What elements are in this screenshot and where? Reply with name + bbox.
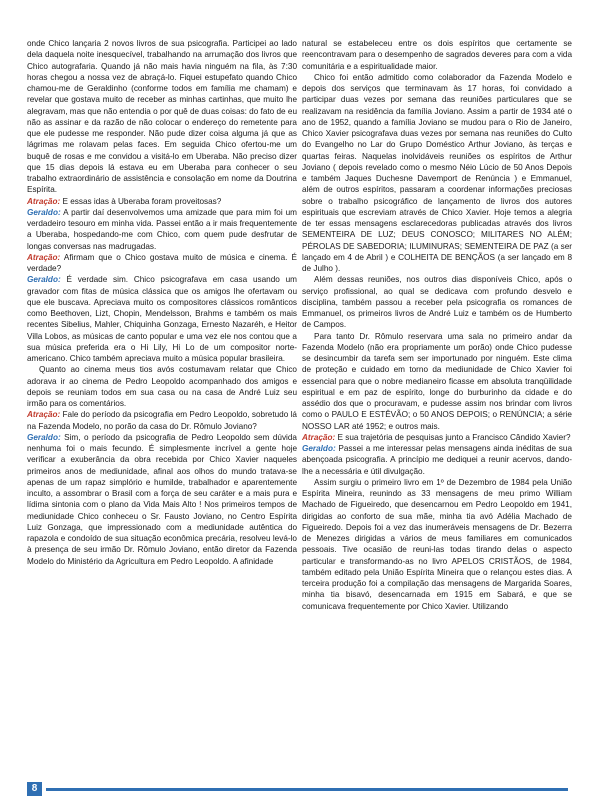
paragraph: natural se estabeleceu entre os dois espíritos que certamente se reencontravam para o desempenho de sagrados deveres para com a vida comunitária e a espiritualidade maior. — [302, 39, 572, 71]
question-text: Fale do período da psicografia em Pedro Leopoldo, sobretudo lá na Fazenda Modelo, no porão da casa do Dr. Rômulo Joviano? — [27, 410, 297, 431]
answer-text: Passei a me interessar pelas mensagens ainda inéditas de sua abençoada psicografia. A princípio me dediquei a reunir acervos, dando-lhe a necessária e útil divulgação. — [302, 444, 572, 476]
paragraph: onde Chico lançaria 2 novos livros de sua psicografia. Participei ao lado dela daquela noite inesquecível, trabalhando na arrumação dos livros que Chico autografaria. Quando já não mais havia ninguém na fila, às 7:30 horas chegou a nossa vez de abraçá-lo. Fiquei estupefato quando Chico chamou-me de Geraldinho (conforme todos em família me chamam) e revelar que gostava muito de receber as minhas cartinhas, que muito lhe alegravam, mas que não entendia o por quê de duas coisas: do fato de eu não as assinar e da razão de não colocar o endereço do remetente para que ele pudesse me responder. Não pude dizer coisa alguma já que as lágrimas me rolavam pelas faces. Em seguida Chico ofertou-me um buquê de rosas e me convidou a visitá-lo em Uberaba. Não preciso dizer que 15 dias depois lá estava eu em Uberaba para conhecer o seu trabalho extraordinário de assistência e consolação em nome da Doutrina Espírita. — [27, 39, 297, 195]
interview-answer — [27, 207, 297, 252]
speaker-geraldo: Geraldo: — [27, 432, 61, 442]
page-number: 8 — [27, 782, 42, 796]
interview-answer — [27, 274, 297, 364]
answer-text: Sim, o período da psicografia de Pedro Leopoldo sem dúvida nenhuma foi o mais fecundo. É simplesmente incrível a gente hoje verificar a exuberância da obra recebida por Chico Xavier naqueles primeiros anos de mediunidade, afinal aos olhos do mundo tratava-se apenas de um rapaz simplório e humilde, trabalhador e aparentemente inculto, a assombrar o Brasil com a força de seu caráter e a mais pura e lídima sintonia com o plano da Vida Mais Alto ! Nos primeiros tempos de mediunidade Chico conheceu o Sr. Fausto Joviano, no Centro Espírita Luiz Gonzaga, que impressionado com a mediunidade autêntica do rapazola e condoído de sua situação econômica precária, resolveu levá-lo à presença de seu irmão Dr. Rômulo Joviano, então diretor da Fazenda Modelo do Ministério da Agricultura em Pedro Leopoldo. A afinidade — [27, 432, 297, 566]
left-column — [27, 38, 297, 567]
question-text: Afirmam que o Chico gostava muito de música e cinema. É verdade? — [27, 252, 297, 273]
question-text: E essas idas à Uberaba foram proveitosas? — [62, 196, 222, 206]
speaker-atracao: Atração: — [27, 196, 61, 206]
interview-answer — [302, 443, 572, 477]
question-text: E sua trajetória de pesquisas junto a Francisco Cândido Xavier? — [337, 432, 571, 442]
paragraph: Chico foi então admitido como colaborador da Fazenda Modelo e depois dos serviços que terminavam às 17 horas, foi convidado a participar duas vezes por semana das reuniões particulares que se realizavam na residência da família Joviano. Assim a partir de 1934 até o ano de 1952, quando a família Joviano se mudou para o Rio de Janeiro, Chico Xavier psicografava duas vezes por semana nas reuniões do Culto do Evangelho no Lar do Grupo Doméstico Arthur Joviano, às terças e quartas feiras. Naquelas inolvidáveis reuniões os espíritos de Arthur Joviano ( depois revelado como o mesmo Néio Lúcio de 50 Anos Depois e também Jaques Duchesne Davemport de Renúncia ) e Emmanuel, além de outros espíritos, passaram a coordenar informações preciosas sobre o trabalho psicográfico de lançamento de livros dos autores espirituais que escreviam através de Chico Xavier. Hoje temos a alegria de ter essas mensagens esclarecedoras publicadas através dos livros SEMENTEIRA DE LUZ; DEUS CONOSCO; MILITARES NO ALÉM; PÉROLAS DE SABEDORIA; ILUMINURAS; SEMENTEIRA DE PAZ (a ser lançado em 4 de Abril ) e COLHEITA DE BENÇÃOS (a ser lançado em 8 de Julho ). — [302, 72, 572, 273]
right-column — [302, 38, 572, 612]
speaker-atracao: Atração: — [27, 410, 61, 420]
speaker-geraldo: Geraldo: — [27, 275, 61, 285]
paragraph: Assim surgiu o primeiro livro em 1º de Dezembro de 1984 pela União Espírita Mineira, reunindo as 33 mensagens de meu primo William Machado de Figueiredo, que desencarnou em Pedro Leopoldo em 1941, dirigidas ao conforto de sua mãe, minha tia avó Adélia Machado de Figueiredo. Depois foi a vez das inumeráveis mensagens de Dr. Bezerra de Menezes dirigidas a vários de meus familiares em comunicados pessoais. Tive ocasião de reuni-las todas tirando delas o aspecto particular e transformando-as no livro APELOS CRISTÃOS, de 1984, também editado pela União Espírita Mineira que o relançou estes dias. A terceira produção foi a compilação das mensagens de Margarida Soares, minha tia bisavó, desencarnada em 1915 em Sabará, e que se comunicava frequentemente por Chico Xavier. Utilizando — [302, 477, 572, 611]
speaker-atracao: Atração: — [302, 432, 336, 442]
speaker-atracao: Atração: — [27, 252, 61, 262]
interview-question — [27, 409, 297, 432]
speaker-geraldo: Geraldo: — [27, 207, 61, 217]
interview-question — [302, 432, 572, 443]
paragraph: Além dessas reuniões, nos outros dias disponíveis Chico, após o serviço profissional, ao qual se dedicava com profundo desvelo e disciplina, também passou a receber pela psicografia os romances de Emmanuel, os primeiros livros de André Luiz e também os de Humberto de Campos. — [302, 275, 572, 330]
interview-question — [27, 196, 297, 207]
paragraph: Quanto ao cinema meus tios avós costumavam relatar que Chico adorava ir ao cinema de Pedro Leopoldo acompanhado dos amigos e depois se reuniam todos em sua casa ou na casa de André Luiz seu irmão para os comentários. — [27, 365, 297, 408]
speaker-geraldo: Geraldo: — [302, 444, 336, 453]
answer-text: A partir daí desenvolvemos uma amizade que para mim foi um verdadeiro tesouro em minha vida. Passei então a ir mais frequentemente a Uberaba, hospedando-me com Chico, com quem pude desfrutar de longas conversas nas madrugadas. — [27, 207, 297, 251]
paragraph: Para tanto Dr. Rômulo reservara uma sala no primeiro andar da Fazenda Modelo (não era propriamente um porão) onde Chico pudesse se desincumbir da tarefa sem ser importunado por ninguém. Este clima de proteção e cuidado em torno da mediunidade de Chico Xavier foi essencial para que o nobre medianeiro ficasse em absoluta tranqüilidade espiritual e em paz de espírito, longe do burburinho da cidade e do assédio dos que o procuravam, e pudesse assim nos brindar com livros como o PAULO E ESTÊVÃO; o 50 ANOS DEPOIS; o RENÚNCIA; a série NOSSO LAR até 1952; e outros mais. — [302, 331, 572, 431]
interview-answer — [27, 432, 297, 567]
answer-text: É verdade sim. Chico psicografava em casa usando um gravador com fitas de música clássica que os amigos lhe ofertavam ou que ele buscava. Apreciava muito os compositores clássicos românticos como Beethoven, Lizt, Chopin, Mendelsson, Brahms e também os mais recentes Sibelius, Mahler, Chiquinha Gonzaga, Ernesto Nazaréh, e Heitor Villa Lobos, as músicas de canto popular e uma vez ele nos contou que a sua música preferida era o Hi Lily, Hi Lo de um compositor norte-americano. Chico também apreciava muito a música popular brasileira. — [27, 275, 297, 363]
interview-question — [27, 252, 297, 275]
footer-rule — [46, 788, 568, 791]
